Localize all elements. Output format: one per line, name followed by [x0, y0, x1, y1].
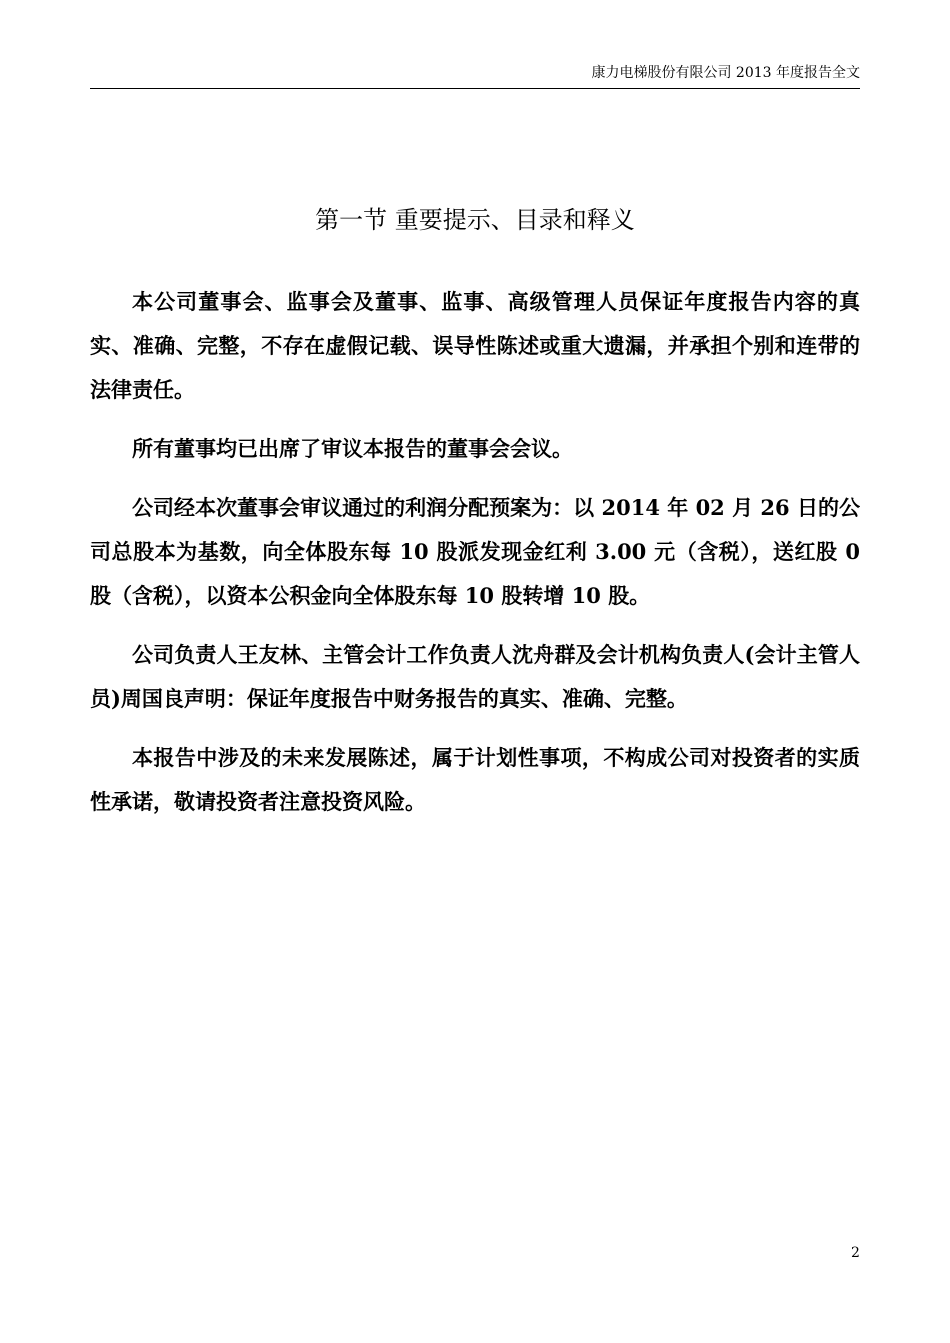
paragraph-responsibility-statement: 本公司董事会、监事会及董事、监事、高级管理人员保证年度报告内容的真实、准确、完整，不存在虚假记载、误导性陈述或重大遗漏，并承担个别和连带的法律责任。 — [90, 289, 860, 402]
paragraph-risk-notice: 本报告中涉及的未来发展陈述，属于计划性事项，不构成公司对投资者的实质性承诺，敬请投资者注意投资风险。 — [90, 745, 860, 814]
page-header — [90, 60, 860, 89]
paragraph-executive-declaration: 公司负责人王友林、主管会计工作负责人沈舟群及会计机构负责人(会计主管人员)周国良声明：保证年度报告中财务报告的真实、准确、完整。 — [90, 642, 860, 711]
paragraph-board-attendance: 所有董事均已出席了审议本报告的董事会会议。 — [132, 436, 573, 461]
document-body — [90, 280, 860, 839]
page-number: 2 — [851, 1245, 860, 1261]
header-title: 康力电梯股份有限公司 2013 年度报告全文 — [591, 65, 860, 81]
section-title: 第一节 重要提示、目录和释义 — [315, 206, 635, 234]
paragraph-profit-distribution: 公司经本次董事会审议通过的利润分配预案为：以 2014 年 02 月 26 日的公司总股本为基数，向全体股东每 10 股派发现金红利 3.00 元（含税），送红股 0 股（含税），以资本公积金向全体股东每 10 股转增 10 股。 — [90, 495, 860, 608]
